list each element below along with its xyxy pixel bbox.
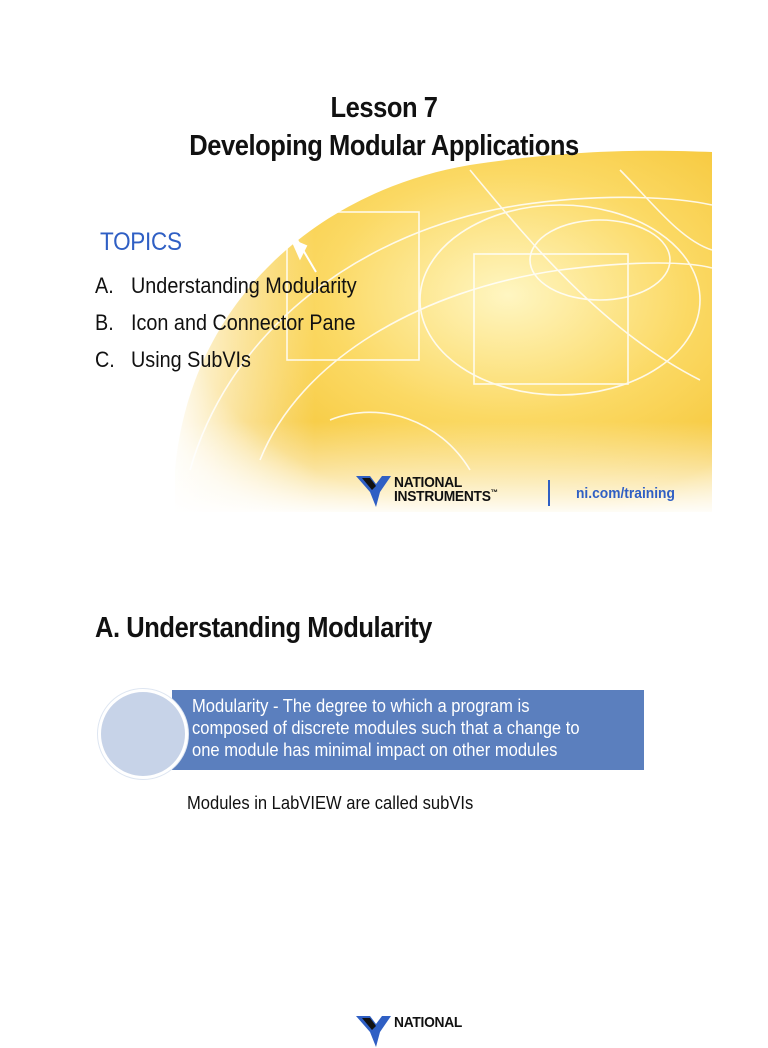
slide-understanding-modularity — [0, 512, 768, 1024]
lesson-number-title: Lesson 7 — [330, 92, 438, 124]
section-heading: A. Understanding Modularity — [95, 612, 432, 644]
topic-label: Icon and Connector Pane — [131, 310, 356, 335]
topics-heading: TOPICS — [100, 228, 182, 256]
topic-item-a — [95, 273, 357, 299]
definition-text: Modularity - The degree to which a program is composed of discrete modules such that a change to one module has minimal impact on other modules — [192, 696, 580, 760]
topic-item-c — [95, 347, 251, 373]
training-url-link[interactable]: ni.com/training — [576, 485, 675, 502]
lesson-title: Developing Modular Applications — [189, 130, 579, 162]
logo-text-instruments: INSTRUMENTS™ — [394, 488, 498, 505]
topic-letter: C. — [95, 347, 115, 372]
topic-letter: A. — [95, 273, 114, 298]
topic-label: Using SubVIs — [131, 347, 251, 372]
trademark-symbol: ™ — [490, 488, 498, 497]
footer-divider — [548, 480, 550, 506]
logo-text-national: NATIONAL — [394, 474, 463, 491]
decorative-circle — [98, 689, 188, 779]
topic-item-b — [95, 310, 356, 336]
slide-lesson-title — [0, 0, 768, 512]
topic-label: Understanding Modularity — [131, 273, 357, 298]
logo-text-national: NATIONAL — [394, 1014, 463, 1031]
modules-note: Modules in LabVIEW are called subVIs — [187, 793, 474, 813]
ni-eagle-icon — [356, 474, 392, 508]
ni-eagle-icon — [356, 1014, 392, 1048]
topic-letter: B. — [95, 310, 114, 335]
